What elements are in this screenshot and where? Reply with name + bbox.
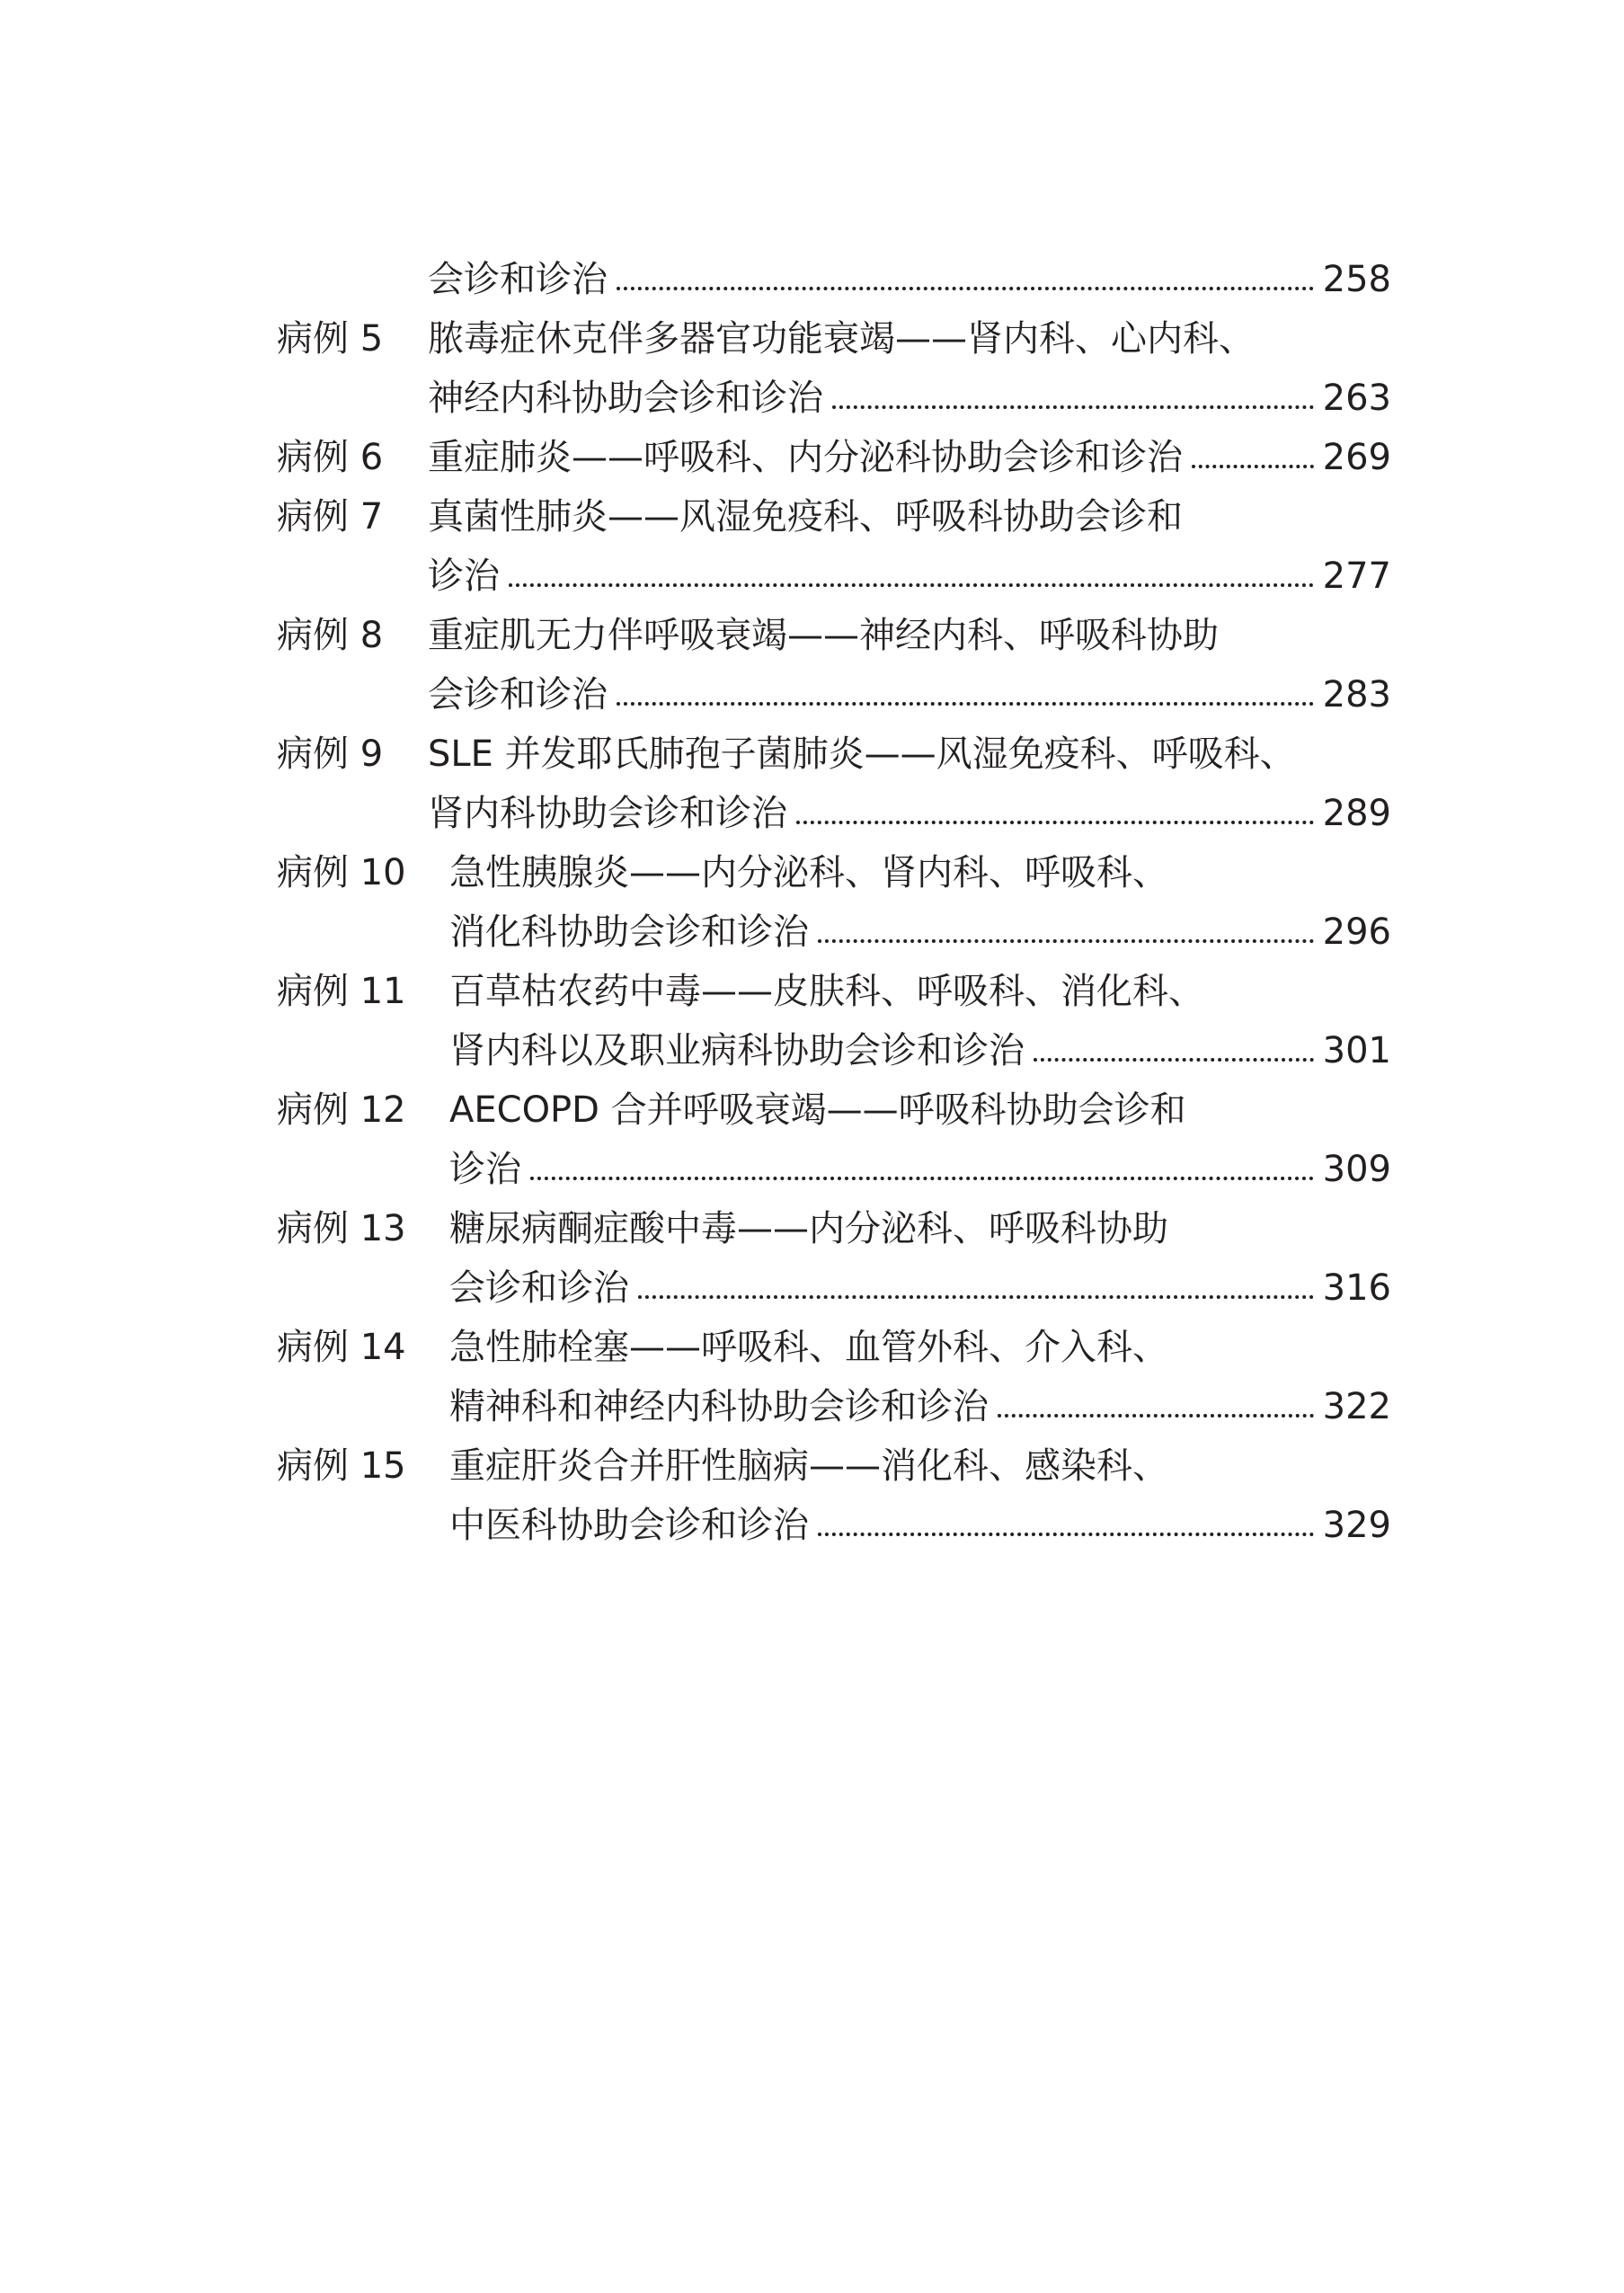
dot-leader [818,1533,1314,1536]
toc-line [277,724,1391,784]
dot-leader [509,583,1314,587]
entry-title: 重症肺炎——呼吸科、内分泌科协助会诊和诊治 [428,437,1183,478]
toc-entry-text[interactable] [449,902,1391,962]
page-number: 269 [1322,437,1391,478]
entry-title: 会诊和诊治 [428,259,608,300]
page-number: 309 [1322,1149,1391,1190]
entry-title: SLE 并发耶氏肺孢子菌肺炎——风湿免疫科、呼吸科、 [428,733,1296,775]
toc-entry-text[interactable] [428,665,1391,724]
toc-entry-text[interactable] [428,369,1391,428]
toc-line [277,665,1391,724]
toc-entry-text[interactable] [428,784,1391,843]
toc-line [277,250,1391,309]
entry-title: 消化科协助会诊和诊治 [449,911,809,953]
toc-entry-text[interactable] [449,1258,1391,1318]
toc-entry-text[interactable] [428,547,1391,606]
dot-leader [796,821,1314,824]
toc-entry-text[interactable] [428,250,1391,309]
entry-title: 诊治 [449,1149,521,1190]
entry-title: 急性胰腺炎——内分泌科、肾内科、呼吸科、 [449,852,1168,893]
toc-line [277,1436,1391,1496]
toc-entry-text[interactable] [449,1140,1391,1199]
case-label: 病例 12 [277,1089,406,1131]
toc-line [277,487,1391,547]
entry-title: AECOPD 合并呼吸衰竭——呼吸科协助会诊和 [449,1089,1186,1131]
entry-title: 肾内科协助会诊和诊治 [428,793,787,834]
dot-leader [638,1295,1314,1299]
page-number: 289 [1322,793,1391,834]
page-number: 322 [1322,1386,1391,1427]
entry-title: 精神科和神经内科协助会诊和诊治 [449,1386,989,1427]
case-label: 病例 10 [277,852,406,893]
entry-title: 重症肌无力伴呼吸衰竭——神经内科、呼吸科协助 [428,615,1219,656]
dot-leader [832,405,1314,409]
entry-title: 百草枯农药中毒——皮肤科、呼吸科、消化科、 [449,971,1204,1012]
dot-leader [530,1177,1314,1180]
toc-line [277,428,1391,487]
dot-leader [1034,1058,1314,1062]
page-number: 258 [1322,259,1391,300]
entry-title: 神经内科协助会诊和诊治 [428,378,823,419]
toc-entry-text[interactable] [428,487,1183,547]
page-number: 263 [1322,378,1391,419]
entry-title: 重症肝炎合并肝性脑病——消化科、感染科、 [449,1445,1168,1487]
toc-line [277,784,1391,843]
toc-entry-text[interactable] [428,724,1296,784]
toc-line [277,309,1391,369]
entry-title: 会诊和诊治 [449,1267,629,1309]
case-label: 病例 5 [277,318,384,360]
toc-line [277,1318,1391,1377]
toc-line [277,1496,1391,1555]
entry-title: 脓毒症休克伴多器官功能衰竭——肾内科、心内科、 [428,318,1255,360]
toc-line [277,1199,1391,1258]
entry-title: 诊治 [428,555,500,597]
entry-title: 糖尿病酮症酸中毒——内分泌科、呼吸科协助 [449,1208,1168,1249]
table-of-contents [277,250,1391,1555]
toc-line [277,1021,1391,1080]
toc-entry-text[interactable] [449,1080,1186,1140]
dot-leader [1192,465,1314,468]
dot-leader [617,702,1314,706]
toc-line [277,1080,1391,1140]
page-number: 301 [1322,1030,1391,1071]
entry-title: 中医科协助会诊和诊治 [449,1505,809,1546]
case-label: 病例 7 [277,496,384,538]
case-label: 病例 9 [277,733,384,775]
toc-entry-text[interactable] [449,1318,1168,1377]
toc-entry-text[interactable] [428,606,1219,665]
dot-leader [998,1414,1314,1418]
toc-entry-text[interactable] [449,1021,1391,1080]
toc-entry-text[interactable] [449,1436,1168,1496]
page-number: 329 [1322,1505,1391,1546]
toc-line [277,369,1391,428]
page-number: 316 [1322,1267,1391,1309]
entry-title: 会诊和诊治 [428,674,608,715]
dot-leader [818,939,1314,943]
case-label: 病例 15 [277,1445,406,1487]
toc-line [277,843,1391,902]
toc-line [277,1377,1391,1436]
toc-line [277,962,1391,1021]
toc-entry-text[interactable] [449,1377,1391,1436]
toc-line [277,547,1391,606]
toc-line [277,902,1391,962]
toc-entry-text[interactable] [428,428,1391,487]
toc-entry-text[interactable] [449,1496,1391,1555]
toc-line [277,1258,1391,1318]
toc-entry-text[interactable] [449,962,1204,1021]
toc-entry-text[interactable] [428,309,1255,369]
case-label: 病例 8 [277,615,384,656]
toc-entry-text[interactable] [449,1199,1168,1258]
entry-title: 急性肺栓塞——呼吸科、血管外科、介入科、 [449,1327,1168,1368]
toc-line [277,1140,1391,1199]
page-number: 296 [1322,911,1391,953]
entry-title: 真菌性肺炎——风湿免疫科、呼吸科协助会诊和 [428,496,1183,538]
case-label: 病例 11 [277,971,406,1012]
case-label: 病例 14 [277,1327,406,1368]
page-number: 277 [1322,555,1391,597]
case-label: 病例 13 [277,1208,406,1249]
case-label: 病例 6 [277,437,384,478]
toc-entry-text[interactable] [449,843,1168,902]
page-number: 283 [1322,674,1391,715]
dot-leader [617,287,1314,290]
toc-line [277,606,1391,665]
entry-title: 肾内科以及职业病科协助会诊和诊治 [449,1030,1025,1071]
